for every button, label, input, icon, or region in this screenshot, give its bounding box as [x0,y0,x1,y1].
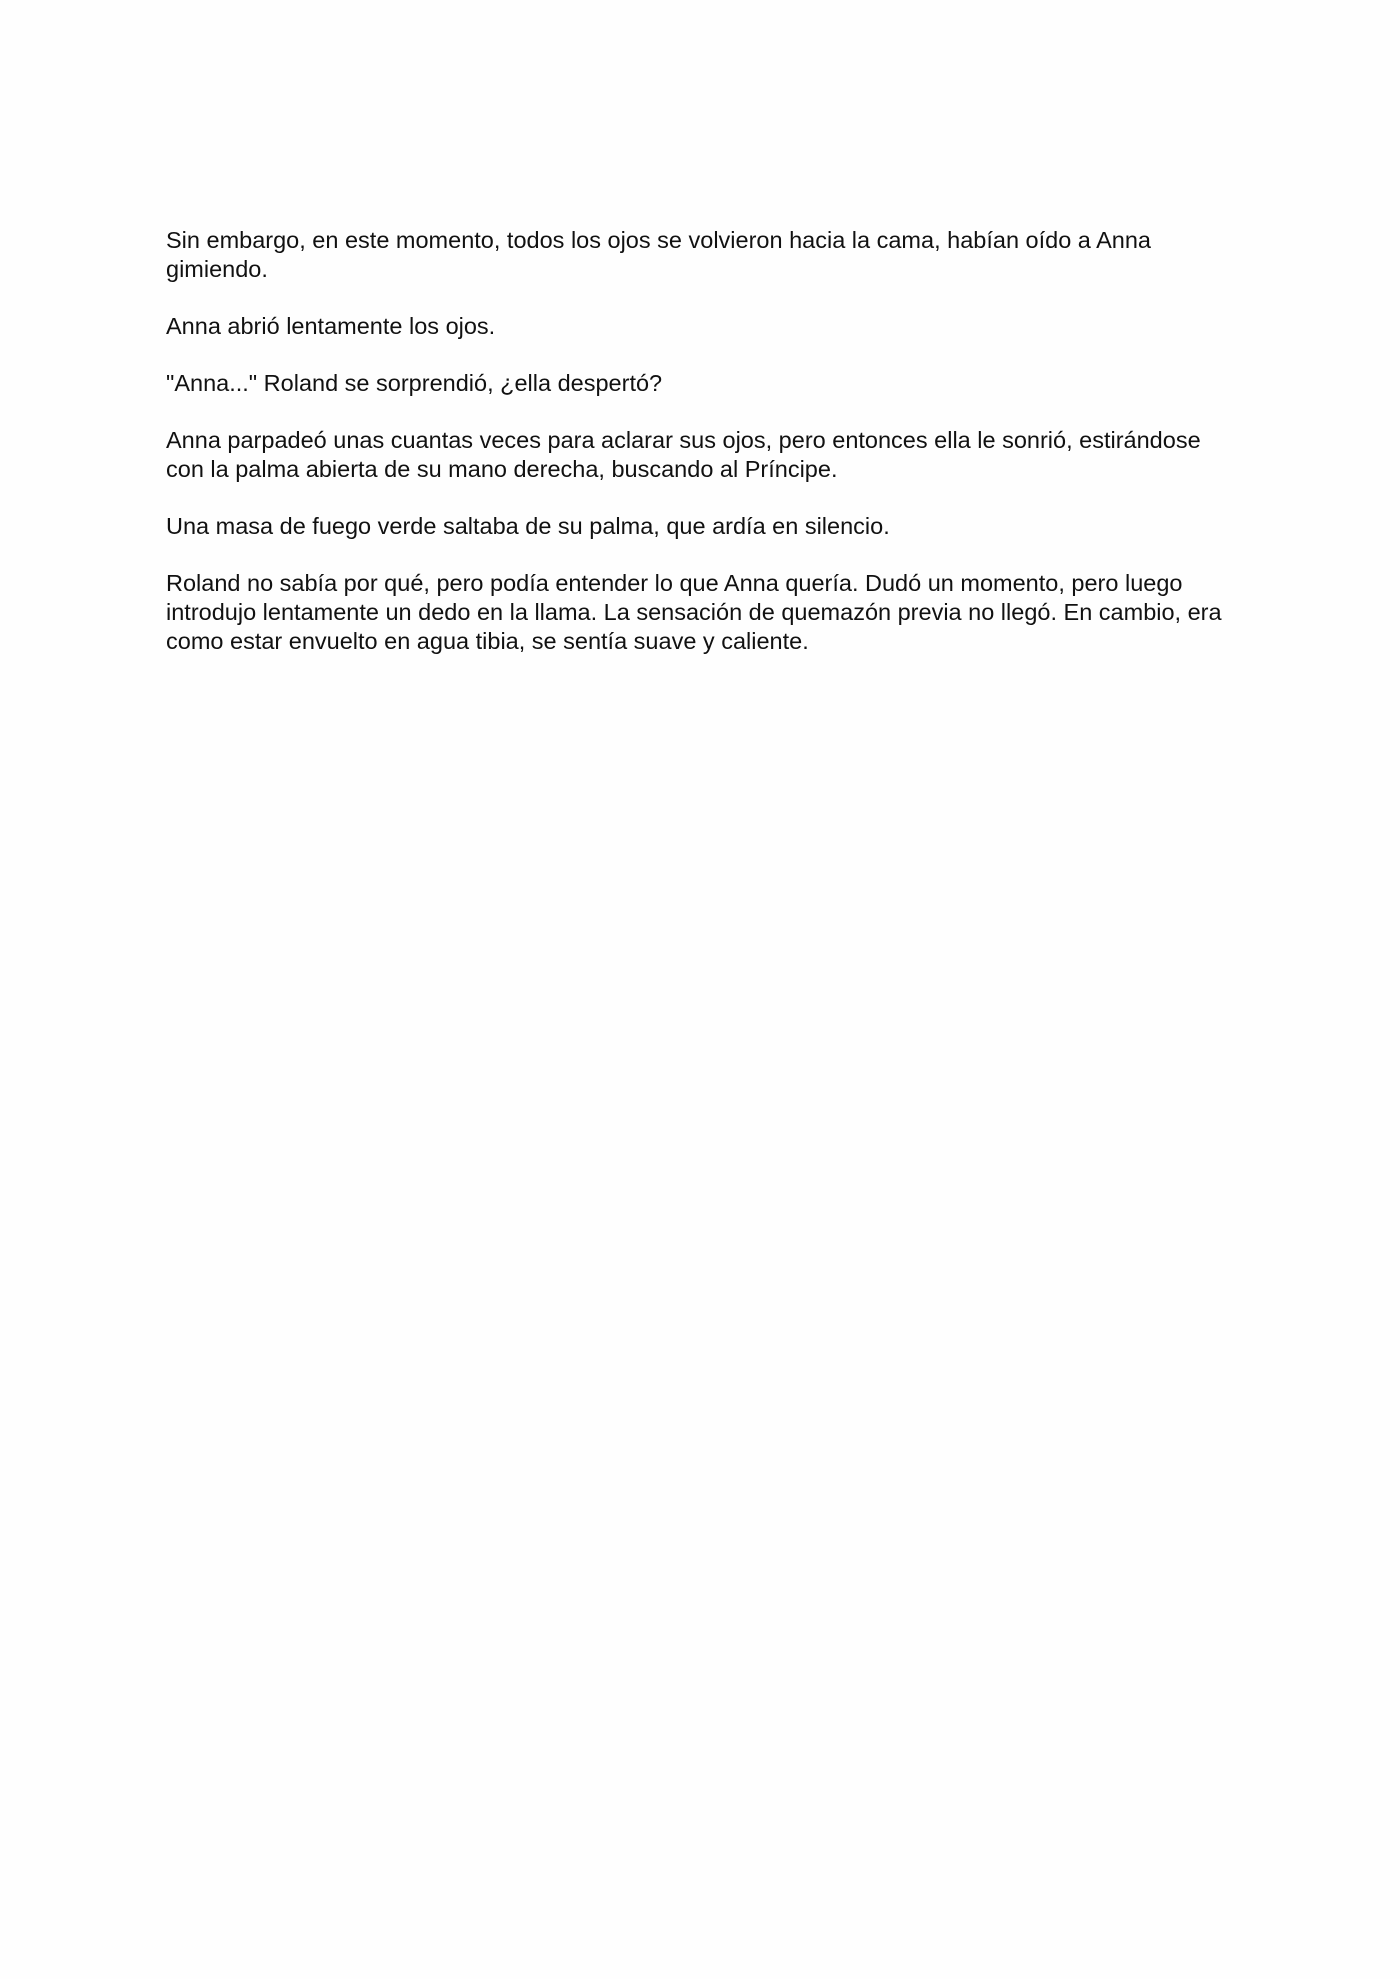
paragraph: Roland no sabía por qué, pero podía entender lo que Anna quería. Dudó un momento, pero luego introdujo lentamente un dedo en la llama. La sensación de quemazón previa no llegó. En cambio, era como estar envuelto en agua tibia, se sentía suave y caliente. [166,570,1222,654]
paragraph: Una masa de fuego verde saltaba de su palma, que ardía en silencio. [166,513,890,539]
paragraph: Sin embargo, en este momento, todos los ojos se volvieron hacia la cama, habían oído a Anna gimiendo. [166,227,1151,282]
paragraph: Anna parpadeó unas cuantas veces para aclarar sus ojos, pero entonces ella le sonrió, estirándose con la palma abierta de su mano derecha, buscando al Príncipe. [166,427,1201,482]
document-body [166,226,1236,684]
paragraph: Anna abrió lentamente los ojos. [166,313,496,339]
paragraph: "Anna..." Roland se sorprendió, ¿ella despertó? [166,370,663,396]
